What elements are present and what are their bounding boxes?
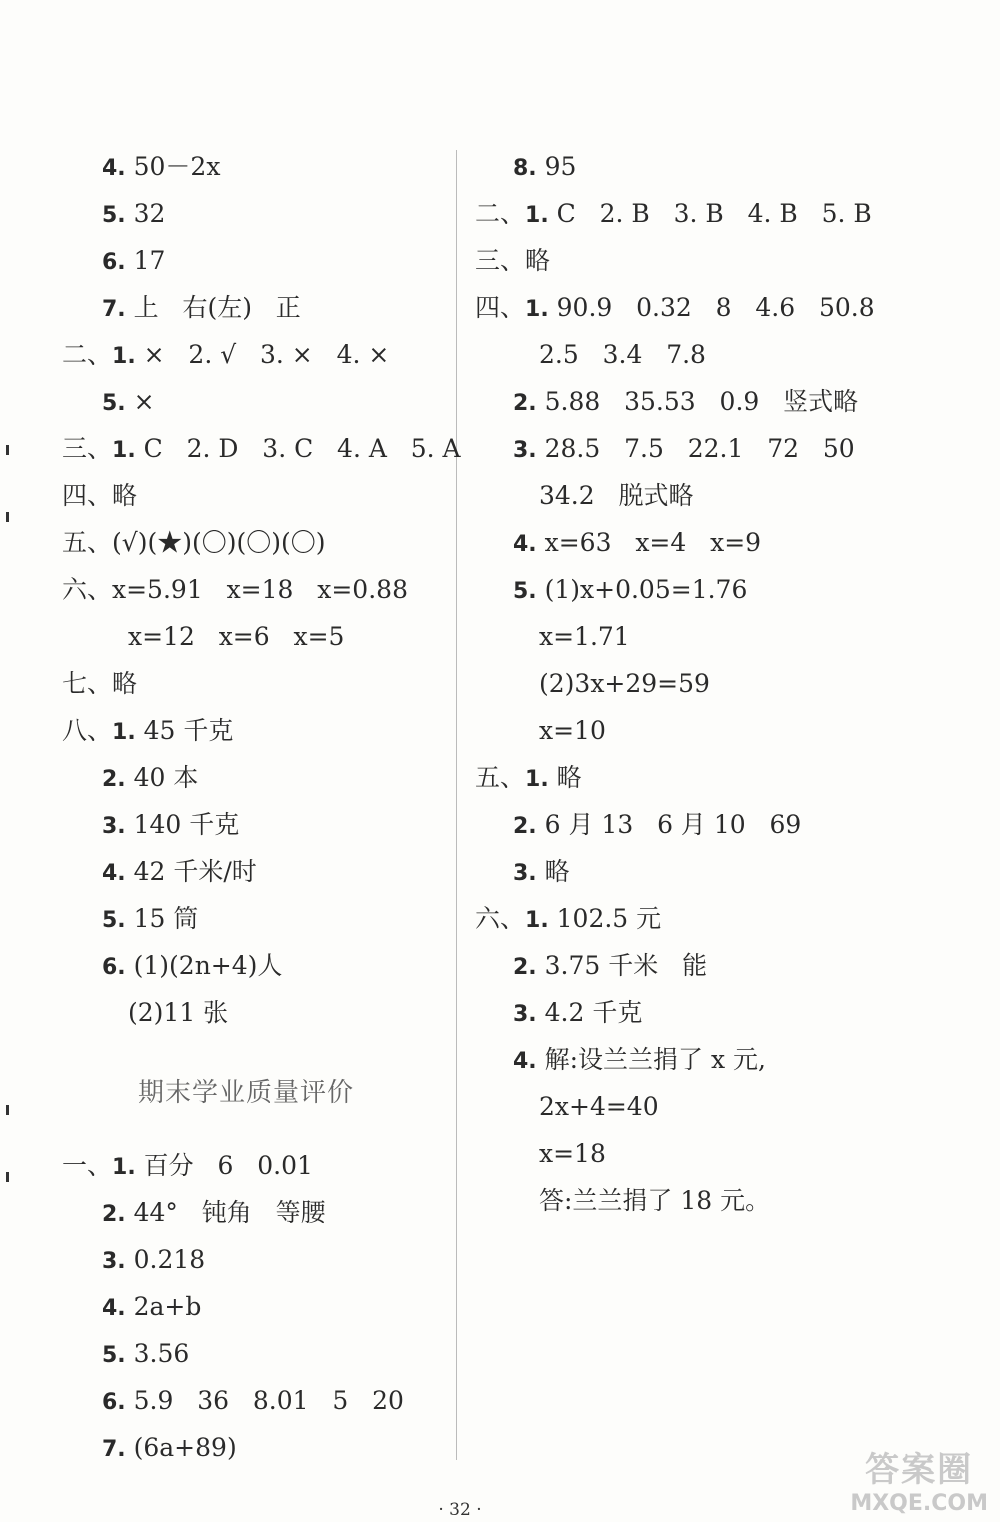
answer-line — [62, 481, 137, 511]
answer-text: (√)(★)(〇)(〇)(〇) — [112, 528, 326, 557]
answer-line — [513, 1045, 766, 1077]
answer-line — [102, 1292, 201, 1324]
scan-mark — [6, 445, 9, 455]
question-number: 2. — [102, 1202, 126, 1227]
answer-text: 15 筒 — [125, 904, 199, 933]
question-number: 1. — [525, 297, 549, 322]
answer-line — [62, 340, 389, 372]
answer-line — [102, 1339, 189, 1371]
question-number: 1. — [112, 438, 136, 463]
answer-text: × — [125, 387, 155, 416]
answer-text: 102.5 元 — [548, 904, 662, 933]
answer-line — [102, 1245, 205, 1277]
answer-line — [539, 669, 710, 699]
answer-text: 50－2x — [125, 152, 221, 181]
answer-text: 90.9 0.32 8 4.6 50.8 — [548, 293, 875, 322]
answer-line — [539, 340, 706, 370]
answer-line — [513, 998, 642, 1030]
answer-line — [62, 575, 408, 605]
question-number: 3. — [513, 438, 537, 463]
answer-line — [102, 387, 155, 419]
section-prefix: 三、 — [475, 246, 526, 275]
answer-text: 百分 6 0.01 — [135, 1151, 313, 1180]
answer-line — [513, 387, 858, 419]
question-number: 1. — [525, 767, 549, 792]
answer-line — [128, 998, 228, 1028]
answer-text: x=5.91 x=18 x=0.88 — [112, 575, 408, 604]
question-number: 6. — [102, 955, 126, 980]
question-number: 4. — [513, 1049, 537, 1074]
question-number: 4. — [102, 861, 126, 886]
watermark-sub: MXQE.COM — [850, 1491, 988, 1516]
answer-text: 140 千克 — [125, 810, 240, 839]
answer-text: x=12 x=6 x=5 — [128, 622, 345, 651]
answer-text: x=10 — [539, 716, 606, 745]
answer-line — [513, 810, 801, 842]
answer-line — [62, 528, 325, 558]
page-number: · 32 · — [438, 1500, 482, 1520]
question-number: 4. — [513, 532, 537, 557]
watermark-logo — [850, 1442, 988, 1516]
answer-line — [102, 904, 198, 936]
section-title: 期末学业质量评价 — [138, 1078, 355, 1108]
answer-line — [475, 246, 550, 276]
answer-text: (1)(2n+4)人 — [125, 951, 283, 980]
answer-text: x=1.71 — [539, 622, 630, 651]
answer-line — [102, 246, 165, 278]
answer-text: 略 — [525, 246, 551, 275]
question-number: 5. — [102, 908, 126, 933]
answer-text: 32 — [125, 199, 166, 228]
section-prefix: 四、 — [62, 481, 113, 510]
question-number: 1. — [112, 344, 136, 369]
answer-text: 42 千米/时 — [125, 857, 257, 886]
answer-text: 上 右(左) 正 — [125, 293, 301, 322]
section-prefix: 一、 — [62, 1151, 113, 1180]
section-prefix: 七、 — [62, 669, 113, 698]
answer-line — [513, 575, 747, 607]
answer-line — [62, 716, 233, 748]
answer-line — [62, 1151, 313, 1183]
question-number: 1. — [112, 720, 136, 745]
answer-line — [102, 152, 220, 184]
answer-text: × 2. √ 3. × 4. × — [135, 340, 390, 369]
answer-line — [102, 1198, 326, 1230]
answer-text: 28.5 7.5 22.1 72 50 — [536, 434, 855, 463]
answer-text: 答:兰兰捐了 18 元。 — [539, 1186, 771, 1215]
section-prefix: 八、 — [62, 716, 113, 745]
answer-text: 40 本 — [125, 763, 199, 792]
answer-text: 略 — [548, 763, 582, 792]
question-number: 5. — [102, 203, 126, 228]
answer-text: 3.75 千米 能 — [536, 951, 708, 980]
answer-text: 2x+4=40 — [539, 1092, 659, 1121]
answer-line — [475, 293, 875, 325]
answer-text: 4.2 千克 — [536, 998, 643, 1027]
answer-line — [102, 763, 198, 795]
question-number: 1. — [525, 908, 549, 933]
answer-line — [513, 152, 576, 184]
question-number: 6. — [102, 1390, 126, 1415]
answer-line — [102, 1433, 237, 1465]
question-number: 4. — [102, 156, 126, 181]
scan-mark — [6, 512, 9, 522]
answer-text: 略 — [112, 669, 138, 698]
answer-text: 0.218 — [125, 1245, 206, 1274]
answer-line — [513, 951, 707, 983]
answer-text: 略 — [112, 481, 138, 510]
answer-text: 解:设兰兰捐了 x 元, — [536, 1045, 766, 1074]
question-number: 1. — [525, 203, 549, 228]
answer-line — [102, 951, 282, 983]
question-number: 7. — [102, 1437, 126, 1462]
section-prefix: 五、 — [475, 763, 526, 792]
question-number: 3. — [513, 1002, 537, 1027]
answer-line — [128, 622, 344, 652]
answer-text: (6a+89) — [125, 1433, 237, 1462]
answer-text: 17 — [125, 246, 166, 275]
question-number: 4. — [102, 1296, 126, 1321]
question-number: 5. — [102, 391, 126, 416]
scan-mark — [6, 1105, 9, 1115]
answer-text: 45 千克 — [135, 716, 234, 745]
answer-line — [539, 1092, 659, 1122]
answer-text: (2)11 张 — [128, 998, 229, 1027]
question-number: 6. — [102, 250, 126, 275]
answer-line — [539, 1186, 770, 1216]
answer-text: 44° 钝角 等腰 — [125, 1198, 326, 1227]
answer-text: x=18 — [539, 1139, 606, 1168]
answer-text: C 2. B 3. B 4. B 5. B — [548, 199, 872, 228]
scan-mark — [6, 1172, 9, 1182]
question-number: 5. — [102, 1343, 126, 1368]
answer-line — [62, 669, 137, 699]
answer-line — [475, 199, 872, 231]
answer-line — [102, 857, 257, 889]
answer-text: 34.2 脱式略 — [539, 481, 694, 510]
answer-line — [102, 199, 165, 231]
answer-text: 6 月 13 6 月 10 69 — [536, 810, 802, 839]
section-prefix: 二、 — [475, 199, 526, 228]
question-number: 7. — [102, 297, 126, 322]
answer-line — [102, 293, 301, 325]
answer-line — [539, 481, 694, 511]
answer-text: 5.9 36 8.01 5 20 — [125, 1386, 404, 1415]
question-number: 3. — [513, 861, 537, 886]
question-number: 8. — [513, 156, 537, 181]
answer-line — [513, 857, 570, 889]
question-number: 2. — [102, 767, 126, 792]
question-number: 3. — [102, 1249, 126, 1274]
answer-line — [539, 1139, 606, 1169]
question-number: 3. — [102, 814, 126, 839]
answer-line — [62, 434, 461, 466]
answer-line — [513, 528, 761, 560]
section-prefix: 六、 — [62, 575, 113, 604]
answer-line — [513, 434, 855, 466]
column-divider — [456, 150, 457, 1460]
question-number: 2. — [513, 955, 537, 980]
answer-line — [102, 810, 239, 842]
answer-text: 2a+b — [125, 1292, 202, 1321]
answer-line — [539, 716, 606, 746]
answer-text: 5.88 35.53 0.9 竖式略 — [536, 387, 859, 416]
answer-text: 略 — [536, 857, 570, 886]
answer-text: C 2. D 3. C 4. A 5. A — [135, 434, 461, 463]
answer-text: x=63 x=4 x=9 — [536, 528, 762, 557]
question-number: 1. — [112, 1155, 136, 1180]
question-number: 2. — [513, 814, 537, 839]
section-prefix: 二、 — [62, 340, 113, 369]
question-number: 2. — [513, 391, 537, 416]
section-prefix: 三、 — [62, 434, 113, 463]
answer-text: (2)3x+29=59 — [539, 669, 710, 698]
answer-line — [102, 1386, 404, 1418]
section-prefix: 五、 — [62, 528, 113, 557]
answer-text: (1)x+0.05=1.76 — [536, 575, 748, 604]
answer-text: 95 — [536, 152, 577, 181]
answer-text: 3.56 — [125, 1339, 190, 1368]
answer-line — [475, 763, 582, 795]
answer-line — [475, 904, 661, 936]
question-number: 5. — [513, 579, 537, 604]
watermark-main: 答案圈 — [865, 1450, 974, 1490]
answer-text: 2.5 3.4 7.8 — [539, 340, 706, 369]
section-prefix: 六、 — [475, 904, 526, 933]
answer-line — [539, 622, 630, 652]
section-prefix: 四、 — [475, 293, 526, 322]
